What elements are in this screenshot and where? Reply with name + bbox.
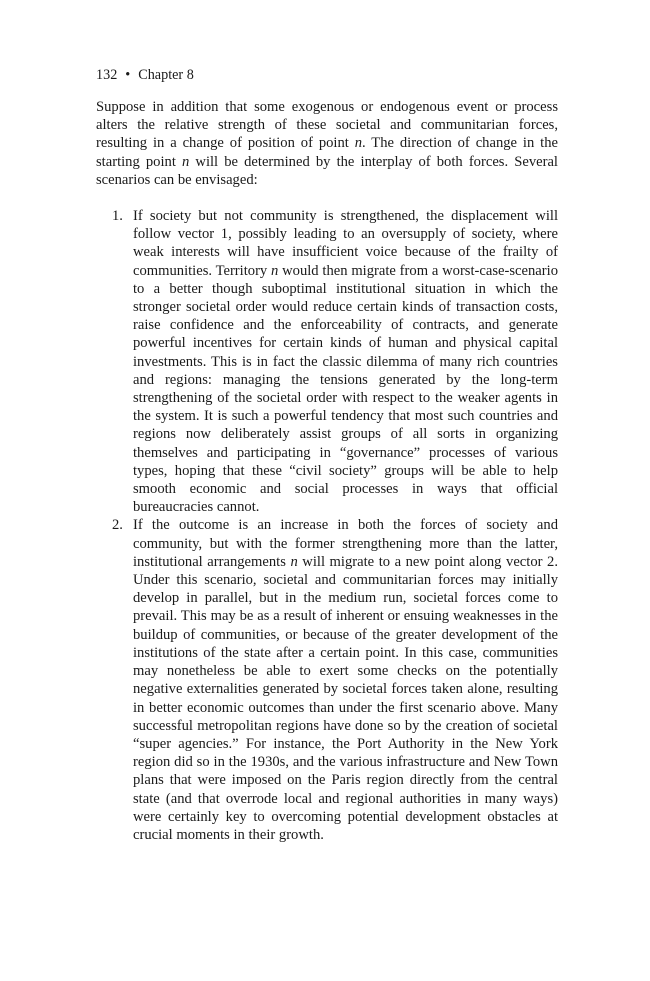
variable-n: n [271, 262, 279, 279]
variable-n: n [182, 153, 190, 170]
intro-text-3: will be determined by the interplay of both forces. Several scenarios can be envisaged: [96, 153, 558, 188]
scenario-1-text-2: would then migrate from a worst-case-scenario to a better though suboptimal institutional situation in which the stronger societal order would reduce certain kinds of transaction costs, raise confidence and the enforceability of contracts, and generate powerful incentives for certain kinds of human and physical capital investments. This is in fact the classic dilemma of many rich countries and regions: managing the tensions generated by the long-term strengthening of the societal order with respect to the weaker agents in the system. It is such a powerful tendency that most such countries and regions now deliberately assist groups of all sorts in organizing themselves and participating in “governance” processes of various types, hoping that these “civil society” groups will be able to help smooth economic and social processes in ways that official bureaucracies cannot. [133, 262, 558, 516]
scenario-2-text-2: will migrate to a new point along vector 2. Under this scenario, societal and communitarian forces may initially develop in parallel, but in the medium run, societal forces come to prevail. This may be as a result of inherent or ensuing weaknesses in the buildup of communities, or because of the greater development of the institutions of the state after a certain point. In this case, communities may nonetheless be able to exert some checks on the potentially negative externalities generated by societal forces taken alone, resulting in better economic outcomes than under the first scenario above. Many successful metropolitan regions have done so by the creation of societal “super agencies.” For instance, the Port Authority in the New York region did so in the 1930s, and the various infrastructure and New Town plans that were imposed on the Paris region directly from the central state (and that overrode local and regional authorities in many ways) were certainly key to overcoming potential development obstacles at crucial moments in their growth. [133, 553, 558, 843]
list-number: 1. [112, 208, 123, 225]
list-number: 2. [112, 517, 123, 534]
intro-text-2: . The direction of change in the starting point [96, 135, 558, 170]
scenario-2-text-1: If the outcome is an increase in both the forces of society and community, but with the former strengthening more than the latter, institutional arrangements [133, 517, 558, 570]
scenario-list [96, 207, 558, 844]
intro-text-1: Suppose in addition that some exogenous or endogenous event or process alters the relative strength of these societal and communitarian forces, resulting in a change of position of point [96, 99, 558, 152]
body-text [96, 98, 558, 844]
scenario-item-1 [96, 207, 558, 516]
running-head [96, 66, 194, 84]
variable-n: n [290, 553, 298, 570]
page-number: 132 [96, 67, 118, 83]
scenario-item-2 [96, 516, 558, 844]
chapter-label: Chapter 8 [138, 67, 194, 83]
intro-paragraph [96, 98, 558, 189]
scenario-1-text-1: If society but not community is strengthened, the displacement will follow vector 1, possibly leading to an oversupply of society, where weak interests will have insufficient voice because of the frailty of communities. Territory [133, 208, 558, 279]
header-separator: • [125, 67, 131, 83]
variable-n: n [354, 135, 363, 152]
